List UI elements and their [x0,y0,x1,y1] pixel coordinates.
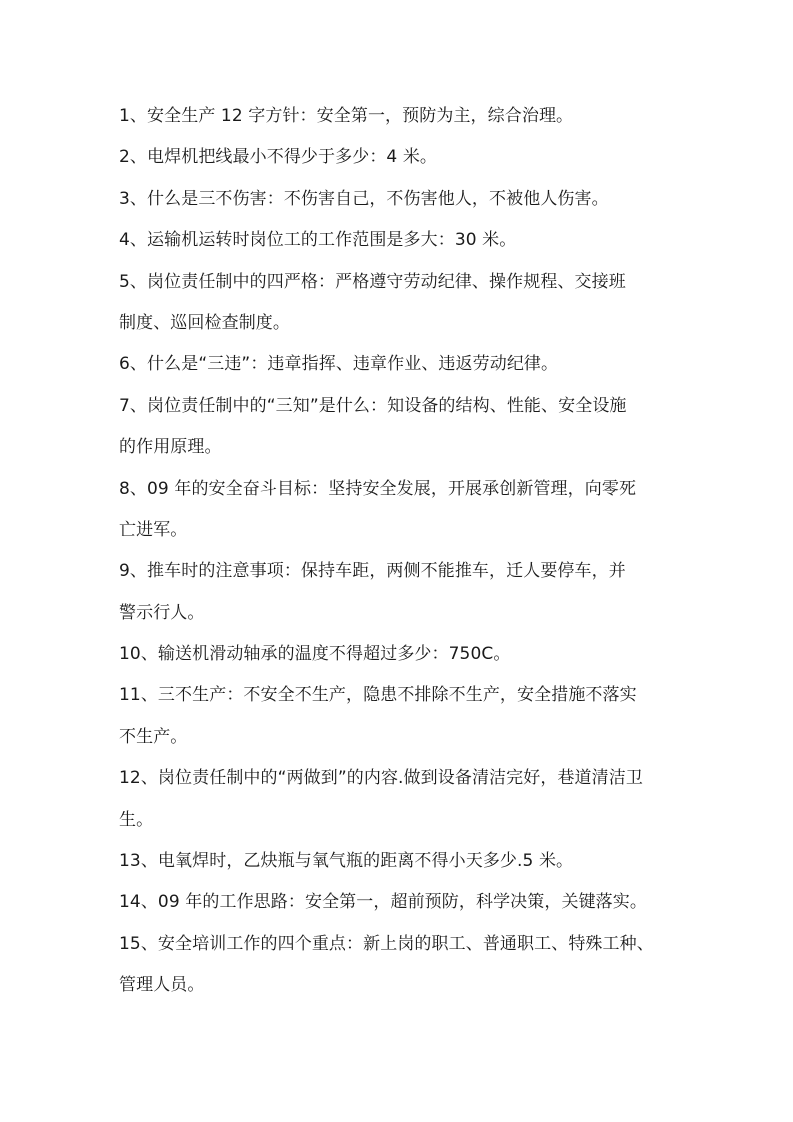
text-line: 15、安全培训工作的四个重点：新上岗的职工、普通职工、特殊工种、 [119,933,654,954]
text-line: 11、三不生产：不安全不生产，隐患不排除不生产，安全措施不落实 [119,685,637,706]
text-line: 制度、巡回检查制度。 [119,312,290,333]
text-line: 9、推车时的注意事项：保持车距，两侧不能推车，迁人要停车，并 [119,561,626,582]
text-line: 2、电焊机把线最小不得少于多少：4 米。 [119,147,438,168]
text-line: 13、电氧焊时，乙炔瓶与氧气瓶的距离不得小天多少.5 米。 [119,851,574,872]
text-line: 6、什么是“三违”：违章指挥、违章作业、违返劳动纪律。 [119,354,559,375]
text-line: 5、岗位责任制中的四严格：严格遵守劳动纪律、操作规程、交接班 [119,271,626,292]
text-line: 10、输送机滑动轴承的温度不得超过多少：750C。 [119,644,511,665]
text-line: 亡进军。 [119,519,188,540]
text-line: 8、09 年的安全奋斗目标：坚持安全发展，开展承创新管理，向零死 [119,478,637,499]
text-line: 生。 [119,809,154,830]
text-line: 的作用原理。 [119,437,222,458]
text-line: 管理人员。 [119,975,205,996]
text-line: 1、安全生产 12 字方针：安全第一，预防为主，综合治理。 [119,106,574,126]
text-line: 警示行人。 [119,602,205,623]
text-line: 12、岗位责任制中的“两做到”的内容.做到设备清洁完好，巷道清洁卫 [119,768,643,789]
text-line: 不生产。 [119,726,188,747]
document-body [119,96,679,1007]
text-line: 3、什么是三不伤害：不伤害自己，不伤害他人，不被他人伤害。 [119,188,609,209]
text-line: 4、运输机运转时岗位工的工作范围是多大：30 米。 [119,230,517,251]
text-line: 7、岗位责任制中的“三知”是什么：知设备的结构、性能、安全设施 [119,395,627,416]
text-line: 14、09 年的工作思路：安全第一，超前预防，科学决策，关键落实。 [119,892,647,913]
